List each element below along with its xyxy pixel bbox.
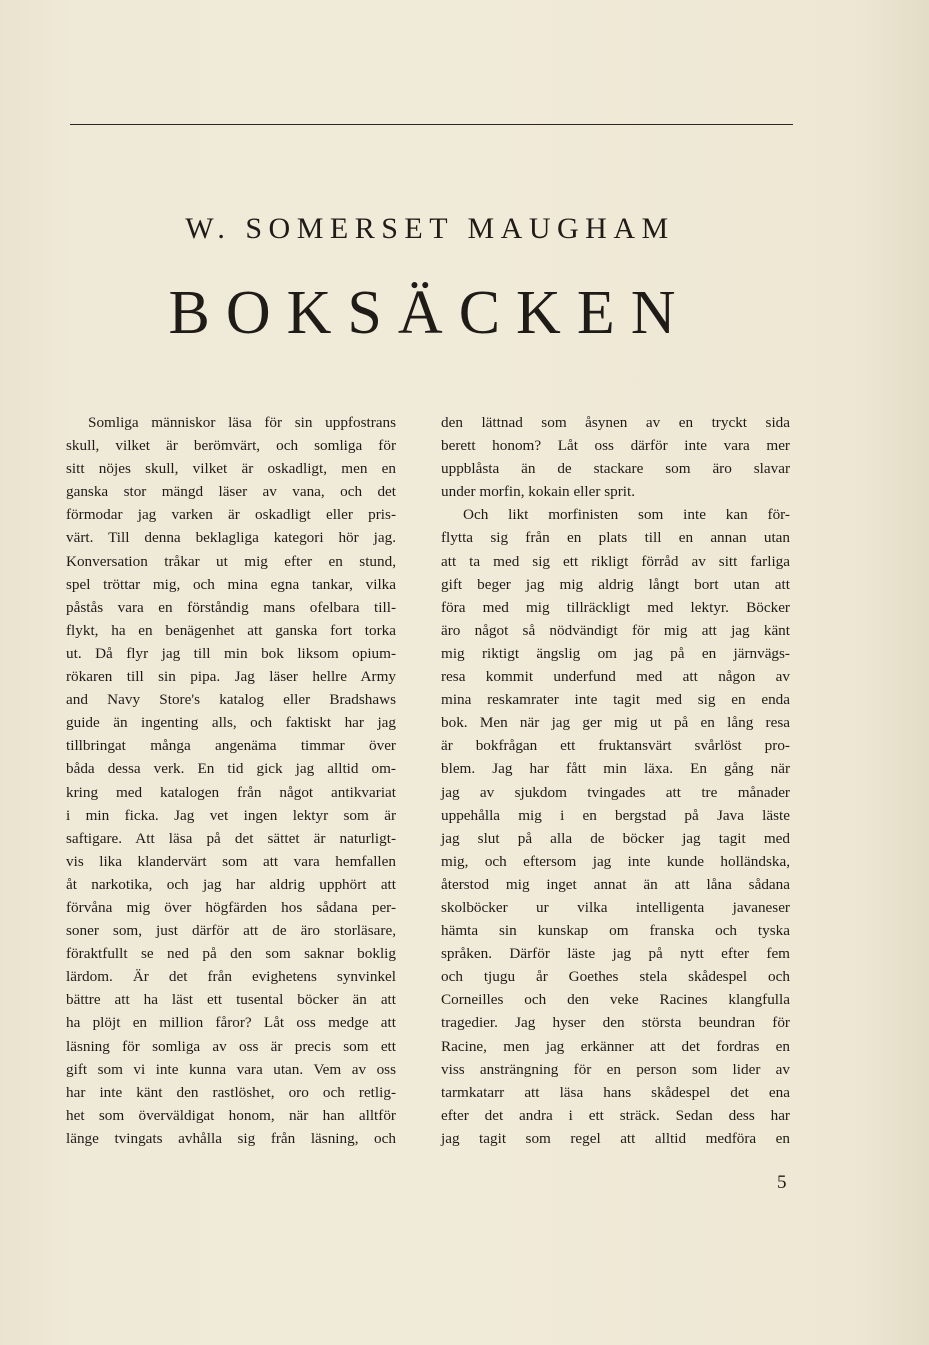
text-line: gift som vi inte kunna vara utan. Vem av oss xyxy=(66,1060,396,1078)
text-line: hämta sin kunskap om franska och tyska xyxy=(441,922,790,940)
text-line: språken. Därför läste jag på nytt efter fem xyxy=(441,945,790,963)
text-line: äro något så nödvändigt för mig att jag känt xyxy=(441,621,790,639)
text-line: viss ansträngning för en person som lider av xyxy=(441,1060,790,1078)
text-line: jag tagit som regel att alltid medföra en xyxy=(441,1129,790,1147)
text-line: i min ficka. Jag vet ingen lektyr som är xyxy=(66,806,396,824)
text-line: att ta med sig ett rikligt förråd av sitt farliga xyxy=(441,552,790,570)
text-line: föra med mig tillräckligt med lektyr. Böcker xyxy=(441,598,790,616)
text-line: mig, och eftersom jag inte kunde holländska, xyxy=(441,852,790,870)
text-line: bok. Men när jag ger mig ut på en lång resa xyxy=(441,714,790,732)
text-line: spel tröttar mig, och mina egna tankar, vilka xyxy=(66,575,396,593)
page-number: 5 xyxy=(777,1172,787,1193)
text-line: återstod mig inget annat än att låna sådana xyxy=(441,875,790,893)
text-line: ha plöjt en million fåror? Låt oss medge att xyxy=(66,1014,396,1032)
text-line: Corneilles och den veke Racines klangfulla xyxy=(441,991,790,1009)
text-line: guide än ingenting alls, och faktiskt har jag xyxy=(66,714,396,732)
text-line: förvåna mig över högfärden hos sådana per- xyxy=(66,898,396,916)
text-line: rökaren till sin pipa. Jag läser hellre Army xyxy=(66,668,396,686)
text-line: flykt, ha en benägenhet att ganska fort torka xyxy=(66,621,396,639)
text-line: saftigare. Att läsa på det sättet är naturligt- xyxy=(66,829,396,847)
text-line: mina reskamrater inte tagit med sig en enda xyxy=(441,691,790,709)
text-line: bättre att ha läst ett tusental böcker än att xyxy=(66,991,396,1009)
text-line: Racine, men jag erkänner att det fordras en xyxy=(441,1037,790,1055)
text-line: Somliga människor läsa för sin uppfostrans xyxy=(88,414,396,431)
text-line: soner som, just därför att de äro storläsare, xyxy=(66,922,396,940)
text-line: Och likt morfinisten som inte kan för- xyxy=(463,506,790,524)
text-line: blem. Jag har fått min läxa. En gång när xyxy=(441,760,790,778)
text-line: vis lika klandervärt som att vara hemfallen xyxy=(66,852,396,870)
text-line: efter det andra i ett sträck. Sedan dess har xyxy=(441,1106,790,1124)
text-line: jag slut på alla de böcker jag tagit med xyxy=(441,829,790,847)
text-line: jag av sjukdom tvingades att tre månader xyxy=(441,783,790,801)
text-line: tillbringat många angenäma timmar över xyxy=(66,737,396,755)
text-line: och tjugu år Goethes stela skådespel och xyxy=(441,968,790,986)
text-line: uppblåsta än de stackare som äro slavar xyxy=(441,460,790,478)
text-line: påstås vara en förståndig mans ofelbara till- xyxy=(66,598,396,616)
top-rule xyxy=(70,124,793,125)
text-line: är bokfrågan ett fruktansvärt svårlöst pro- xyxy=(441,737,790,755)
text-line: berett honom? Låt oss därför inte vara mer xyxy=(441,437,790,455)
text-line: mig riktigt ängslig om jag på en järnvägs- xyxy=(441,644,790,662)
text-line: flytta sig från en plats till en annan utan xyxy=(441,529,790,547)
author-name: W. SOMERSET MAUGHAM xyxy=(185,212,675,245)
right-column xyxy=(441,411,790,1150)
text-line: het som överväldigat honom, när han alltför xyxy=(66,1106,396,1124)
text-line: båda dessa verk. En tid gick jag alltid om- xyxy=(66,760,396,778)
text-line: skull, vilket är berömvärt, och somliga för xyxy=(66,437,396,455)
left-column xyxy=(66,411,396,1150)
text-line: skolböcker ur vilka intelligenta javaneser xyxy=(441,898,790,916)
article-title: BOKSÄCKEN xyxy=(168,279,692,347)
text-line: läsning för somliga av oss är precis som ett xyxy=(66,1037,396,1055)
text-line: länge tvingats avhålla sig från läsning, och xyxy=(66,1129,396,1147)
text-line: tarmkatarr att läsa hans skådespel det ena xyxy=(441,1083,790,1101)
text-line: den lättnad som åsynen av en tryckt sida xyxy=(441,414,790,431)
text-line: resa kommit underfund med att någon av xyxy=(441,668,790,686)
text-line: and Navy Store's katalog eller Bradshaws xyxy=(66,691,396,709)
text-line: lärdom. Är det från evighetens synvinkel xyxy=(66,968,396,986)
text-line: kring med katalogen från något antikvariat xyxy=(66,783,396,801)
text-line: föraktfullt se ned på den som saknar boklig xyxy=(66,945,396,963)
text-line: sitt nöjes skull, vilket är oskadligt, men en xyxy=(66,460,396,478)
text-line: ut. Då flyr jag till min bok liksom opium- xyxy=(66,644,396,662)
text-line: åt narkotika, och jag har aldrig upphört att xyxy=(66,875,396,893)
text-line: gift beger jag mig aldrig långt bort utan att xyxy=(441,575,790,593)
text-line: ganska stor mängd läser av vana, och det xyxy=(66,483,396,501)
text-line: har inte känt den rastlöshet, oro och retlig- xyxy=(66,1083,396,1101)
text-line: uppehålla mig i en bergstad på Java läste xyxy=(441,806,790,824)
text-line: Konversation tråkar ut mig efter en stund, xyxy=(66,552,396,570)
text-line: under morfin, kokain eller sprit. xyxy=(441,483,636,501)
text-line: tragedier. Jag hyser den största beundran för xyxy=(441,1014,790,1032)
text-line: förmodar jag varken är oskadligt eller pris- xyxy=(66,506,396,524)
text-line: värt. Till denna beklagliga kategori hör jag. xyxy=(66,529,396,547)
